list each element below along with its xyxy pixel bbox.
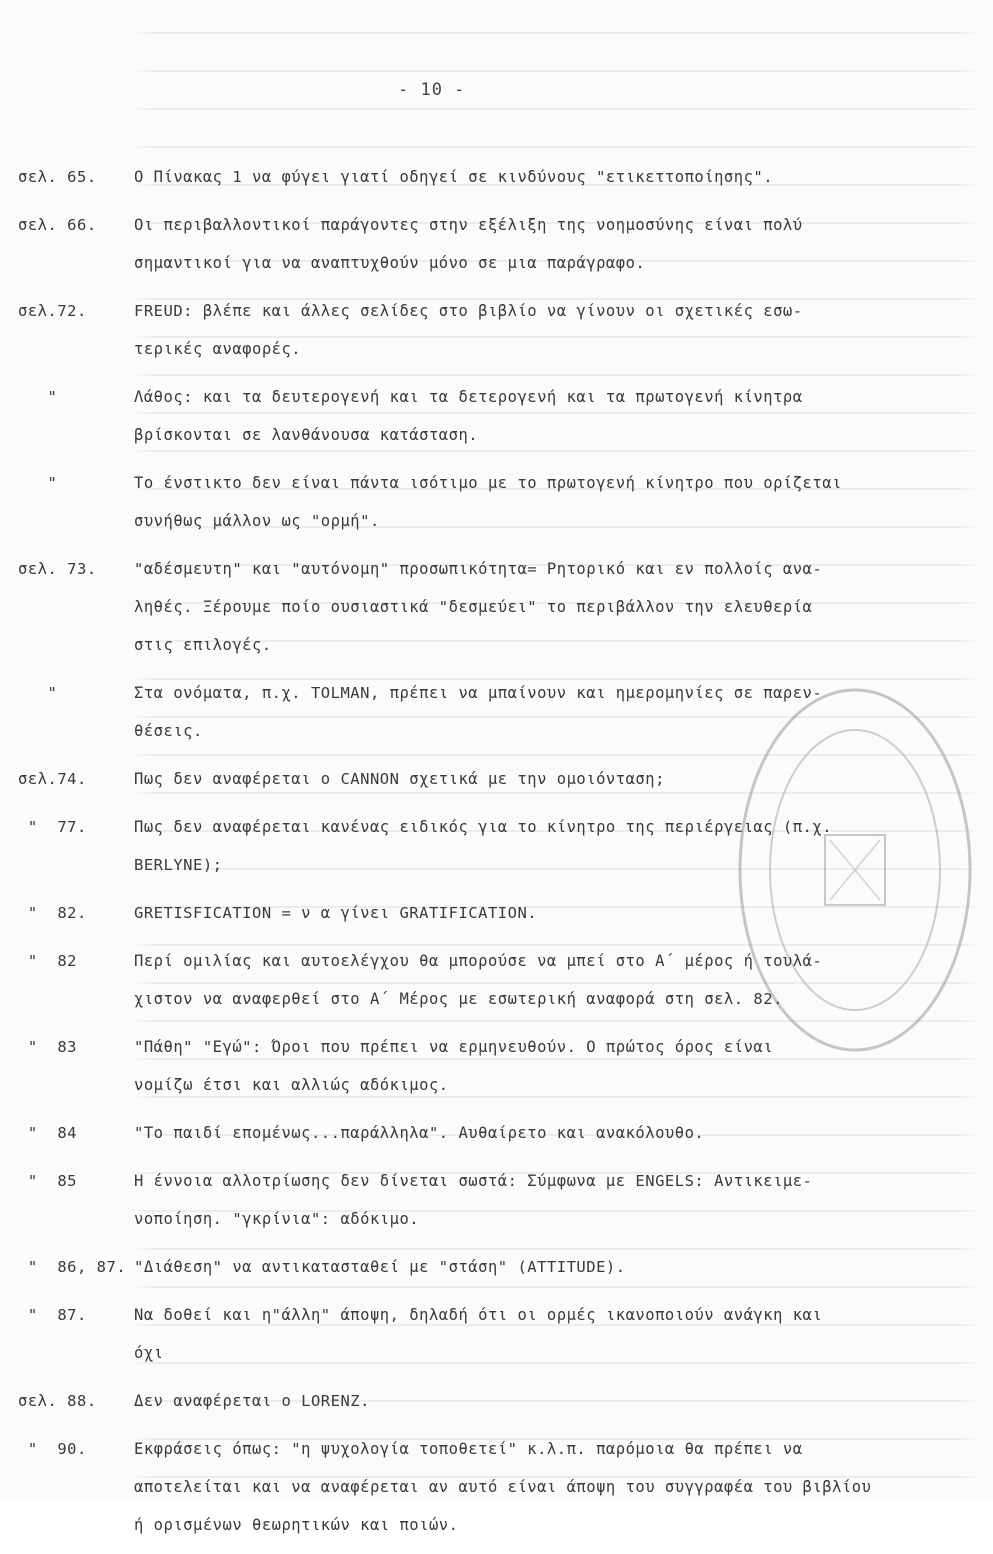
page-reference: " 82.: [18, 904, 87, 922]
note-line: Οι περιβαλλοντικοί παράγοντες στην εξέλιξη της νοημοσύνης είναι πολύ: [134, 216, 803, 234]
page-reference: ": [18, 388, 58, 406]
note-text: [134, 942, 964, 1018]
note-entry: [0, 1114, 993, 1152]
note-line: FREUD: βλέπε και άλλες σελίδες στο βιβλίο να γίνουν οι σχετικές εσω-: [134, 302, 803, 320]
page-reference: " 83: [18, 1038, 77, 1056]
note-line: "Πάθη" "Εγώ": Όροι που πρέπει να ερμηνευθούν. Ο πρώτος όρος είναι: [134, 1038, 774, 1056]
note-line: συνήθως μάλλον ως "ορμή".: [134, 512, 380, 530]
note-line: Το ένστικτο δεν είναι πάντα ισότιμο με το πρωτογενή κίνητρο που ορίζεται: [134, 474, 842, 492]
note-line: σημαντικοί για να αναπτυχθούν μόνο σε μια παράγραφο.: [134, 254, 646, 272]
note-text: [134, 760, 964, 798]
note-line: Λάθος: και τα δευτερογενή και τα δετερογενή και τα πρωτογενή κίνητρα: [134, 388, 803, 406]
note-line: θέσεις.: [134, 722, 203, 740]
page-reference: " 77.: [18, 818, 87, 836]
note-entry: [0, 292, 993, 368]
note-entry: [0, 674, 993, 750]
note-line: νομίζω έτσι και αλλιώς αδόκιμος.: [134, 1076, 449, 1094]
note-line: βρίσκονται σε λανθάνουσα κατάσταση.: [134, 426, 479, 444]
note-line: αποτελείται και να αναφέρεται αν αυτό είναι άποψη του συγγραφέα του βιβλίου: [134, 1478, 872, 1496]
note-line: Περί ομιλίας και αυτοελέγχου θα μπορούσε να μπεί στο Α΄ μέρος ή τουλά-: [134, 952, 823, 970]
note-entry: [0, 942, 993, 1018]
note-line: Πως δεν αναφέρεται κανένας ειδικός για το κίνητρο της περιέργειας (π.χ.: [134, 818, 833, 836]
note-line: νοποίηση. "γκρίνια": αδόκιμο.: [134, 1210, 420, 1228]
note-line: Εκφράσεις όπως: "η ψυχολογία τοποθετεί" κ.λ.π. παρόμοια θα πρέπει να: [134, 1440, 803, 1458]
note-entry: [0, 1162, 993, 1238]
note-text: [134, 894, 964, 932]
note-entry: [0, 760, 993, 798]
note-text: [134, 464, 964, 540]
note-line: τερικές αναφορές.: [134, 340, 302, 358]
note-line: GRETISFICATION = ν α γίνει GRATIFICATION.: [134, 904, 538, 922]
note-line: Να δοθεί και η"άλλη" άποψη, δηλαδή ότι οι ορμές ικανοποιούν ανάγκη και: [134, 1306, 823, 1324]
note-entry: [0, 1296, 993, 1372]
note-line: Ο Πίνακας 1 να φύγει γιατί οδηγεί σε κινδύνους "ετικεττοποίησης".: [134, 168, 774, 186]
note-text: [134, 292, 964, 368]
note-text: [134, 1296, 964, 1372]
note-text: [134, 1248, 964, 1286]
note-line: Στα ονόματα, π.χ. TOLMAN, πρέπει να μπαίνουν και ημερομηνίες σε παρεν-: [134, 684, 823, 702]
page-reference: " 87.: [18, 1306, 87, 1324]
review-notes-list: [0, 158, 993, 1554]
note-line: ή ορισμένων θεωρητικών και ποιών.: [134, 1516, 459, 1534]
note-entry: [0, 464, 993, 540]
note-entry: [0, 1382, 993, 1420]
note-line: Δεν αναφέρεται ο LORENZ.: [134, 1392, 370, 1410]
note-entry: [0, 894, 993, 932]
note-line: όχι: [134, 1344, 164, 1362]
note-text: [134, 1028, 964, 1104]
note-text: [134, 206, 964, 282]
note-line: "αδέσμευτη" και "αυτόνομη" προσωπικότητα= Ρητορικό και εν πολλοίς ανα-: [134, 560, 823, 578]
page-reference: σελ.72.: [18, 302, 87, 320]
note-line: "Το παιδί επομένως...παράλληλα". Αυθαίρετο και ανακόλουθο.: [134, 1124, 705, 1142]
note-entry: [0, 158, 993, 196]
note-line: Πως δεν αναφέρεται ο CANNON σχετικά με την ομοιόνταση;: [134, 770, 665, 788]
note-text: [134, 674, 964, 750]
note-text: [134, 550, 964, 664]
page-reference: " 90.: [18, 1440, 87, 1458]
note-text: [134, 378, 964, 454]
page-reference: ": [18, 684, 58, 702]
page-reference: " 82: [18, 952, 77, 970]
note-entry: [0, 1430, 993, 1544]
note-entry: [0, 808, 993, 884]
note-entry: [0, 1028, 993, 1104]
note-entry: [0, 378, 993, 454]
page-reference: " 86, 87.: [18, 1258, 127, 1276]
note-entry: [0, 1248, 993, 1286]
note-text: [134, 158, 964, 196]
page-reference: " 84: [18, 1124, 77, 1142]
note-text: [134, 1382, 964, 1420]
page-reference: σελ.74.: [18, 770, 87, 788]
page-reference: " 85: [18, 1172, 77, 1190]
page-reference: σελ. 73.: [18, 560, 97, 578]
note-line: Η έννοια αλλοτρίωσης δεν δίνεται σωστά: Σύμφωνα με ENGELS: Αντικειμε-: [134, 1172, 813, 1190]
note-text: [134, 1430, 964, 1544]
note-text: [134, 1114, 964, 1152]
page-reference: σελ. 66.: [18, 216, 97, 234]
note-entry: [0, 206, 993, 282]
page-reference: σελ. 88.: [18, 1392, 97, 1410]
page-number: - 10 -: [398, 80, 466, 100]
note-line: στις επιλογές.: [134, 636, 272, 654]
note-entry: [0, 550, 993, 664]
note-line: χιστον να αναφερθεί στο Α΄ Μέρος με εσωτερική αναφορά στη σελ. 82.: [134, 990, 783, 1008]
note-text: [134, 808, 964, 884]
page-reference: σελ. 65.: [18, 168, 97, 186]
note-line: ληθές. Ξέρουμε ποίο ουσιαστικά "δεσμεύει" το περιβάλλον την ελευθερία: [134, 598, 813, 616]
note-line: BERLYNE);: [134, 856, 223, 874]
note-text: [134, 1162, 964, 1238]
note-line: "Διάθεση" να αντικατασταθεί με "στάση" (ATTITUDE).: [134, 1258, 626, 1276]
page-reference: ": [18, 474, 58, 492]
